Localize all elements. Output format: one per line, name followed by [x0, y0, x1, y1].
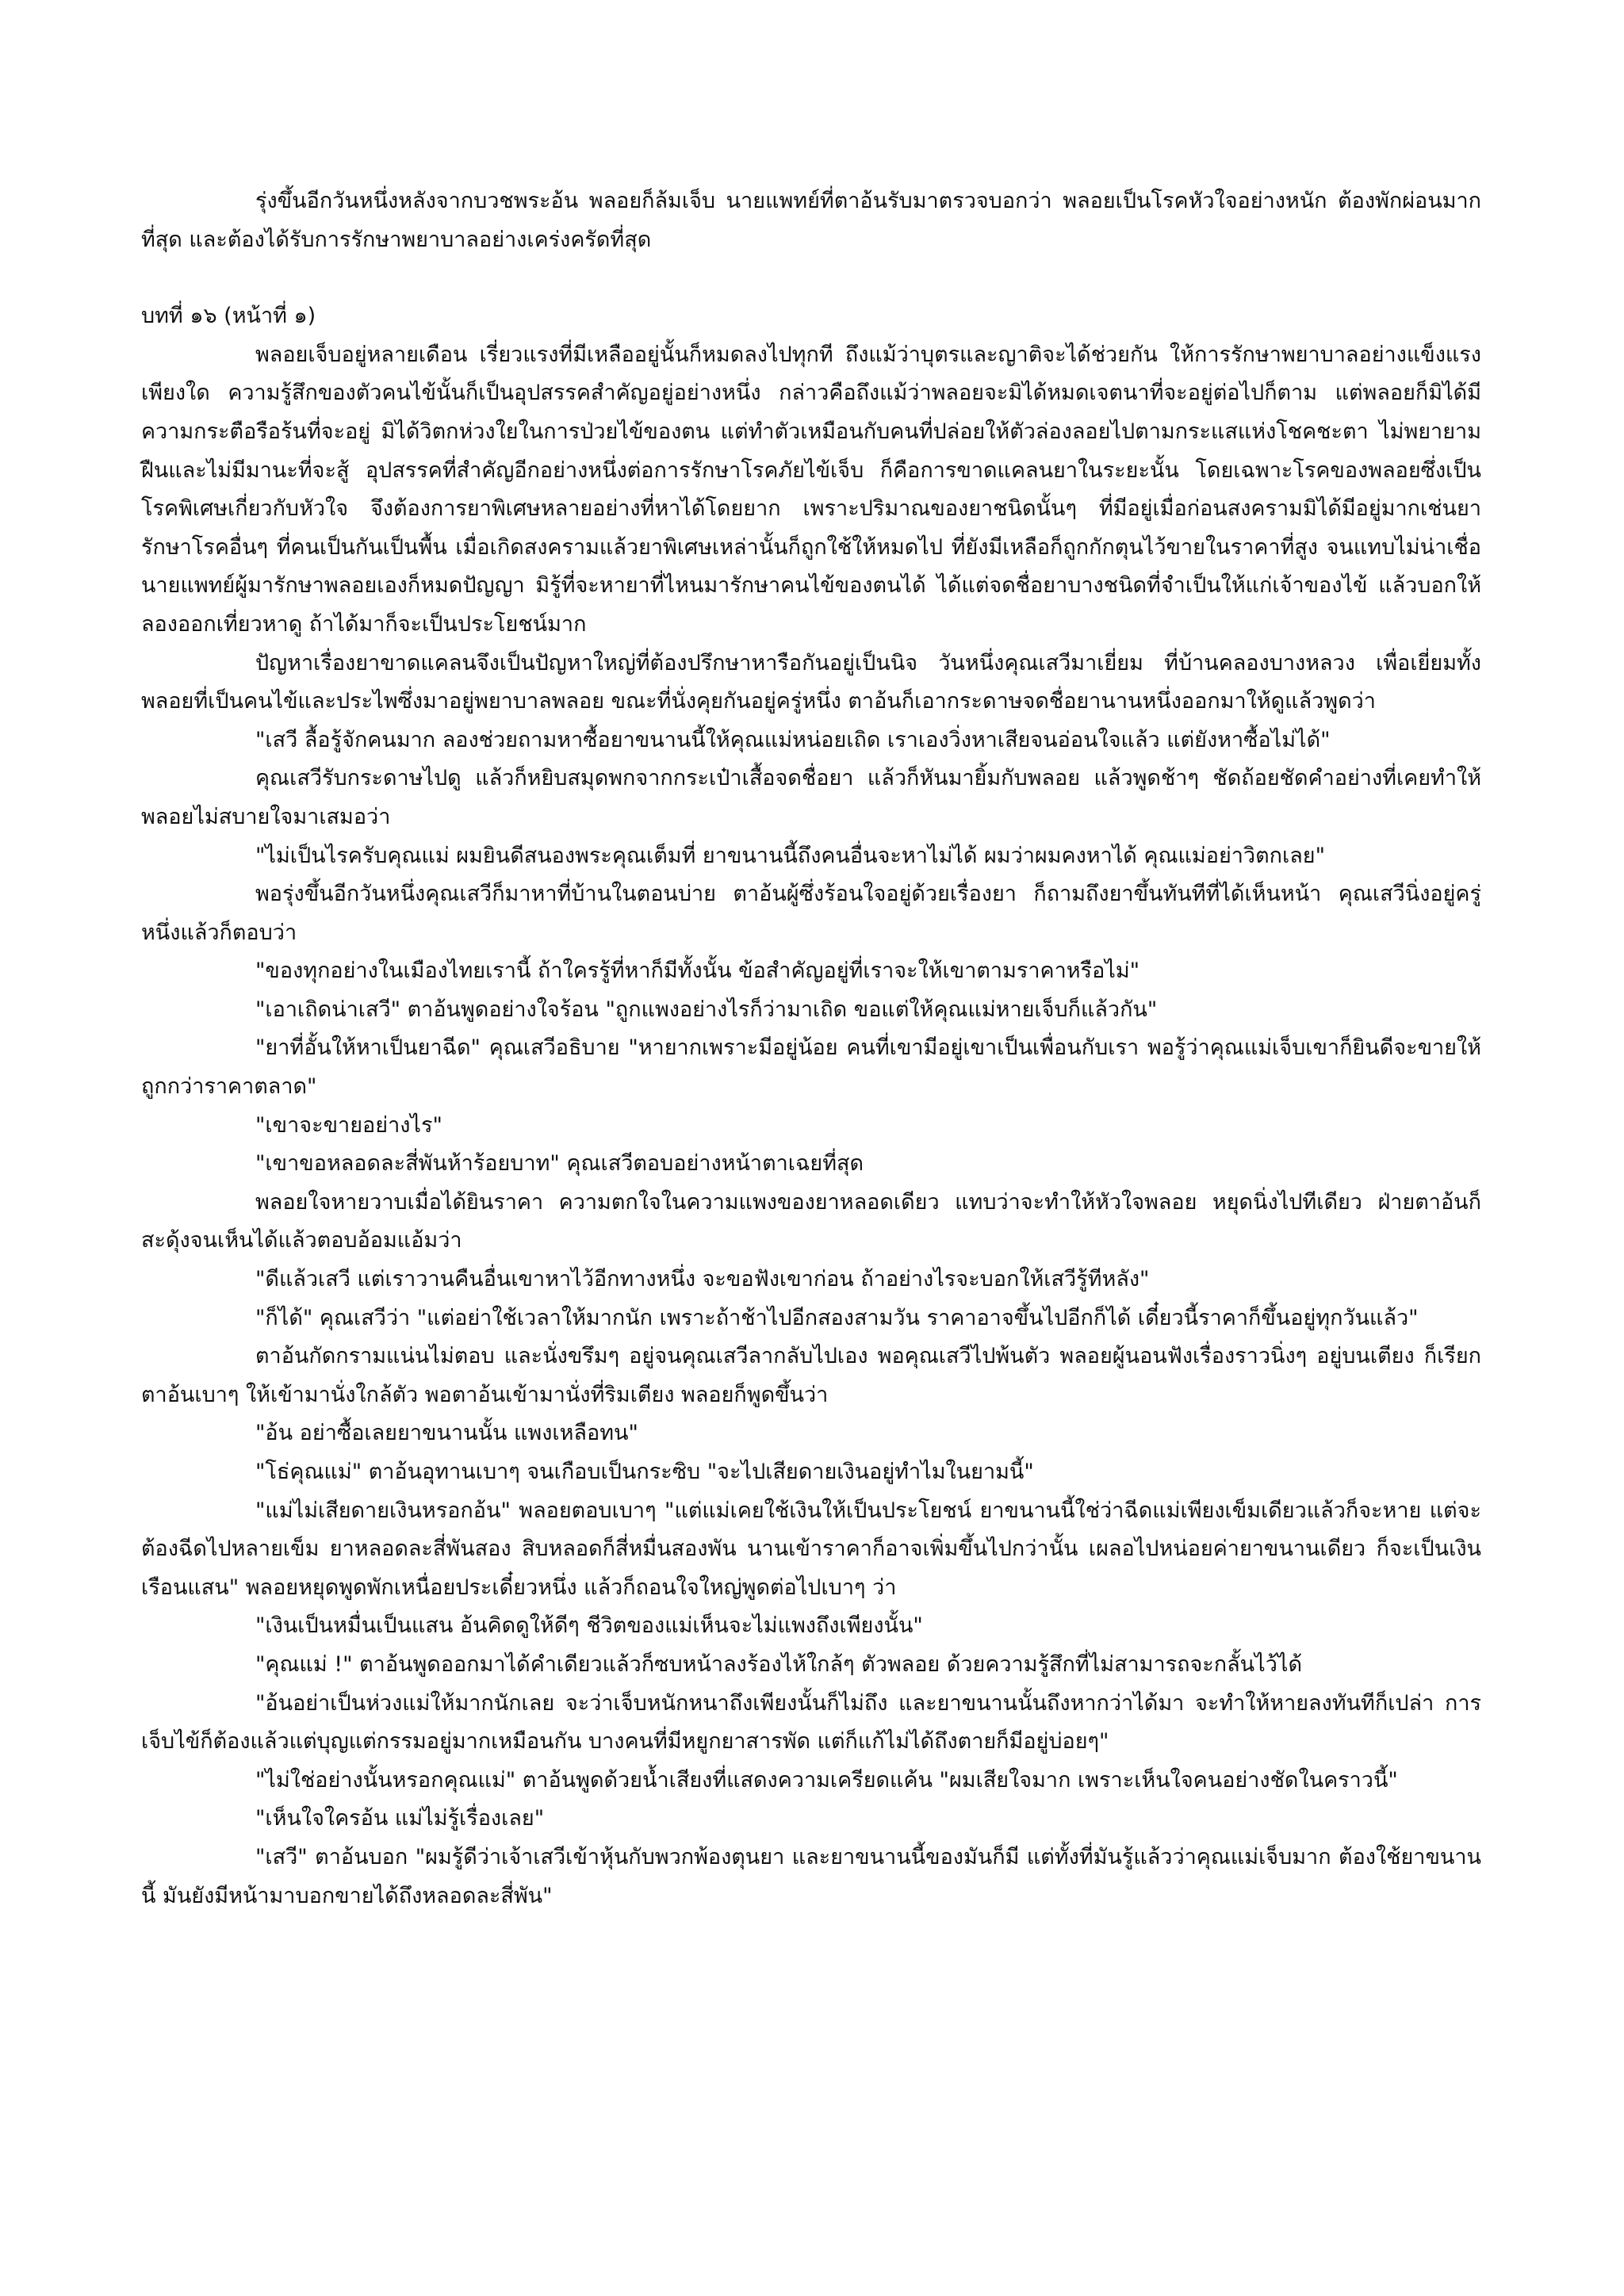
body-paragraph: คุณเสวีรับกระดาษไปดู แล้วก็หยิบสมุดพกจากกระเป๋าเสื้อจดชื่อยา แล้วก็หันมายิ้มกับพลอย แล้วพูดช้าๆ ชัดถ้อยชัดคำอย่างที่เคยทำให้พลอยไม่สบายใจมาเสมอว่า [141, 766, 1481, 829]
body-paragraph: ตาอ้นกัดกรามแน่นไม่ตอบ และนั่งขรึมๆ อยู่จนคุณเสวีลากลับไปเอง พอคุณเสวีไปพ้นตัว พลอยผู้นอนฟังเรื่องราวนิ่งๆ อยู่บนเตียง ก็เรียกตาอ้นเบาๆ ให้เข้ามานั่งใกล้ตัว พอตาอ้นเข้ามานั่งที่ริมเตียง พลอยก็พูดขึ้นว่า [141, 1344, 1481, 1407]
body-paragraph: พลอยใจหายวาบเมื่อได้ยินราคา ความตกใจในความแพงของยาหลอดเดียว แทบว่าจะทำให้หัวใจพลอย หยุดนิ่งไปทีเดียว ฝ่ายตาอ้นก็สะดุ้งจนเห็นได้แล้วตอบอ้อมแอ้มว่า [141, 1189, 1481, 1253]
dialogue-paragraph: "ดีแล้วเสวี แต่เราวานคืนอื่นเขาหาไว้อีกทางหนึ่ง จะขอฟังเขาก่อน ถ้าอย่างไรจะบอกให้เสวีรู้ทีหลัง" [255, 1267, 1150, 1292]
dialogue-paragraph: "อ้น อย่าซื้อเลยยาขนานนั้น แพงเหลือทน" [255, 1421, 638, 1446]
dialogue-paragraph: "ไม่เป็นไรครับคุณแม่ ผมยินดีสนองพระคุณเต็มที่ ยาขนานนี้ถึงคนอื่นจะหาไม่ได้ ผมว่าผมคงหาได้ คุณแม่อย่าวิตกเลย" [255, 843, 1325, 868]
dialogue-paragraph: "ยาที่อั้นให้หาเป็นยาฉีด" คุณเสวีอธิบาย "หายากเพราะมีอยู่น้อย คนที่เขามีอยู่เขาเป็นเพื่อนกับเรา พอรู้ว่าคุณแม่เจ็บเขาก็ยินดีจะขายให้ถูกกว่าราคาตลาด" [141, 1035, 1481, 1100]
intro-paragraph: รุ่งขึ้นอีกวันหนึ่งหลังจากบวชพระอ้น พลอยก็ล้มเจ็บ นายแพทย์ที่ตาอ้นรับมาตรวจบอกว่า พลอยเป็นโรคหัวใจอย่างหนัก ต้องพักผ่อนมากที่สุด และต้องได้รับการรักษาพยาบาลอย่างเคร่งครัดที่สุด [141, 189, 1481, 252]
dialogue-paragraph: "แม่ไม่เสียดายเงินหรอกอ้น" พลอยตอบเบาๆ "แต่แม่เคยใช้เงินให้เป็นประโยชน์ ยาขนานนี้ใช่ว่าฉีดแม่เพียงเข็มเดียวแล้วก็จะหาย แต่จะต้องฉีดไปหลายเข็ม ยาหลอดละสี่พันสอง สิบหลอดก็สี่หมื่นสองพัน นานเข้าราคาก็อาจเพิ่มขึ้นไปกว่านั้น เผลอไปหน่อยค่ายาขนานเดียว ก็จะเป็นเงินเรือนแสน" พลอยหยุดพูดพักเหนื่อยประเดี๋ยวหนึ่ง แล้วก็ถอนใจใหญ่พูดต่อไปเบาๆ ว่า [141, 1498, 1481, 1600]
dialogue-paragraph: "เอาเถิดน่าเสวี" ตาอ้นพูดอย่างใจร้อน "ถูกแพงอย่างไรก็ว่ามาเถิด ขอแต่ให้คุณแม่หายเจ็บก็แล้วกัน" [255, 997, 1158, 1022]
dialogue-paragraph: "ไม่ใช่อย่างนั้นหรอกคุณแม่" ตาอ้นพูดด้วยน้ำเสียงที่แสดงความเครียดแค้น "ผมเสียใจมาก เพราะเห็นใจคนอย่างชัดในคราวนี้" [255, 1767, 1398, 1793]
dialogue-paragraph: "เสวี ลื้อรู้จักคนมาก ลองช่วยถามหาซื้อยาขนานนี้ให้คุณแม่หน่อยเถิด เราเองวิ่งหาเสียจนอ่อนใจแล้ว แต่ยังหาซื้อไม่ได้" [255, 727, 1331, 752]
dialogue-paragraph: "ก็ได้" คุณเสวีว่า "แต่อย่าใช้เวลาให้มากนัก เพราะถ้าช้าไปอีกสองสามวัน ราคาอาจขึ้นไปอีกก็ได้ เดี๋ยวนี้ราคาก็ขึ้นอยู่ทุกวันแล้ว" [255, 1305, 1419, 1330]
dialogue-paragraph: "เห็นใจใครอ้น แม่ไม่รู้เรื่องเลย" [255, 1806, 545, 1831]
dialogue-paragraph: "อ้นอย่าเป็นห่วงแม่ให้มากนักเลย จะว่าเจ็บหนักหนาถึงเพียงนั้นก็ไม่ถึง และยาขนานนั้นถึงหากว่าได้มา จะทำให้หายลงทันทีก็เปล่า การเจ็บไข้ก็ต้องแล้วแต่บุญแต่กรรมอยู่มากเหมือนกัน บางคนที่มีหยูกยาสารพัด แต่ก็แก้ไม่ได้ถึงตายก็มีอยู่บ่อยๆ" [141, 1690, 1481, 1755]
chapter-heading: บทที่ ๑๖ (หน้าที่ ๑) [141, 304, 316, 329]
dialogue-paragraph: "เขาจะขายอย่างไร" [255, 1112, 442, 1138]
dialogue-paragraph: "คุณแม่ !" ตาอ้นพูดออกมาได้คำเดียวแล้วก็ซบหน้าลงร้องไห้ใกล้ๆ ตัวพลอย ด้วยความรู้สึกที่ไม่สามารถจะกลั้นไว้ได้ [255, 1651, 1302, 1677]
dialogue-paragraph: "เงินเป็นหมื่นเป็นแสน อ้นคิดดูให้ดีๆ ชีวิตของแม่เห็นจะไม่แพงถึงเพียงนั้น" [255, 1613, 923, 1639]
dialogue-paragraph: "โธ่คุณแม่" ตาอ้นอุทานเบาๆ จนเกือบเป็นกระซิบ "จะไปเสียดายเงินอยู่ทำไมในยามนี้" [255, 1460, 1034, 1484]
section-gap [141, 259, 1481, 297]
dialogue-paragraph: "เสวี" ตาอ้นบอก "ผมรู้ดีว่าเจ้าเสวีเข้าหุ้นกับพวกพ้องตุนยา และยาขนานนี้ของมันก็มี แต่ทั้งที่มันรู้แล้วว่าคุณแม่เจ็บมาก ต้องใช้ยาขนานนี้ มันยังมีหน้ามาบอกขายได้ถึงหลอดละสี่พัน" [141, 1844, 1481, 1908]
body-paragraph: พอรุ่งขึ้นอีกวันหนึ่งคุณเสวีก็มาหาที่บ้านในตอนบ่าย ตาอ้นผู้ซึ่งร้อนใจอยู่ด้วยเรื่องยา ก็ถามถึงยาขึ้นทันทีที่ได้เห็นหน้า คุณเสวีนิ่งอยู่ครู่หนึ่งแล้วก็ตอบว่า [141, 882, 1481, 945]
body-paragraph: ปัญหาเรื่องยาขาดแคลนจึงเป็นปัญหาใหญ่ที่ต้องปรึกษาหารือกันอยู่เป็นนิจ วันหนึ่งคุณเสวีมาเยี่ยม ที่บ้านคลองบางหลวง เพื่อเยี่ยมทั้งพลอยที่เป็นคนไข้และประไพซึ่งมาอยู่พยาบาลพลอย ขณะที่นั่งคุยกันอยู่ครู่หนึ่ง ตาอ้นก็เอากระดาษจดชื่อยานานหนึ่งออกมาให้ดูแล้วพูดว่า [141, 650, 1481, 714]
dialogue-paragraph: "ของทุกอย่างในเมืองไทยเรานี้ ถ้าใครรู้ที่หาก็มีทั้งนั้น ข้อสำคัญอยู่ที่เราจะให้เขาตามราคาหรือไม่" [255, 959, 1140, 984]
dialogue-paragraph: "เขาขอหลอดละสี่พันห้าร้อยบาท" คุณเสวีตอบอย่างหน้าตาเฉยที่สุด [255, 1151, 864, 1177]
body-paragraph: พลอยเจ็บอยู่หลายเดือน เรี่ยวแรงที่มีเหลืออยู่นั้นก็หมดลงไปทุกที ถึงแม้ว่าบุตรและญาติจะได้ช่วยกัน ให้การรักษาพยาบาลอย่างแข็งแรงเพียงใด ความรู้สึกของตัวคนไข้นั้นก็เป็นอุปสรรคสำคัญอยู่อย่างหนึ่ง กล่าวคือถึงแม้ว่าพลอยจะมิได้หมดเจตนาที่จะอยู่ต่อไปก็ตาม แต่พลอยก็มิได้มีความกระตือรือร้นที่จะอยู่ มิได้วิตกห่วงใยในการป่วยไข้ของตน แต่ทำตัวเหมือนกับคนที่ปล่อยให้ตัวล่องลอยไปตามกระแสแห่งโชคชะตา ไม่พยายามฝืนและไม่มีมานะที่จะสู้ อุปสรรคที่สำคัญอีกอย่างหนึ่งต่อการรักษาโรคภัยไข้เจ็บ ก็คือการขาดแคลนยาในระยะนั้น โดยเฉพาะโรคของพลอยซึ่งเป็นโรคพิเศษเกี่ยวกับหัวใจ จึงต้องการยาพิเศษหลายอย่างที่หาได้โดยยาก เพราะปริมาณของยาชนิดนั้นๆ ที่มีอยู่เมื่อก่อนสงครามมิได้มีอยู่มากเช่นยารักษาโรคอื่นๆ ที่คนเป็นกันเป็นพื้น เมื่อเกิดสงครามแล้วยาพิเศษเหล่านั้นก็ถูกใช้ให้หมดไป ที่ยังมีเหลือก็ถูกกักตุนไว้ขายในราคาที่สูง จนแทบไม่น่าเชื่อ นายแพทย์ผู้มารักษาพลอยเองก็หมดปัญญา มิรู้ที่จะหายาที่ไหนมารักษาคนไข้ของตนได้ ได้แต่จดชื่อยาบางชนิดที่จำเป็นให้แก่เจ้าของไข้ แล้วบอกให้ลองออกเที่ยวหาดู ถ้าได้มาก็จะเป็นประโยชน์มาก [141, 342, 1481, 637]
document-page [141, 182, 1481, 1915]
